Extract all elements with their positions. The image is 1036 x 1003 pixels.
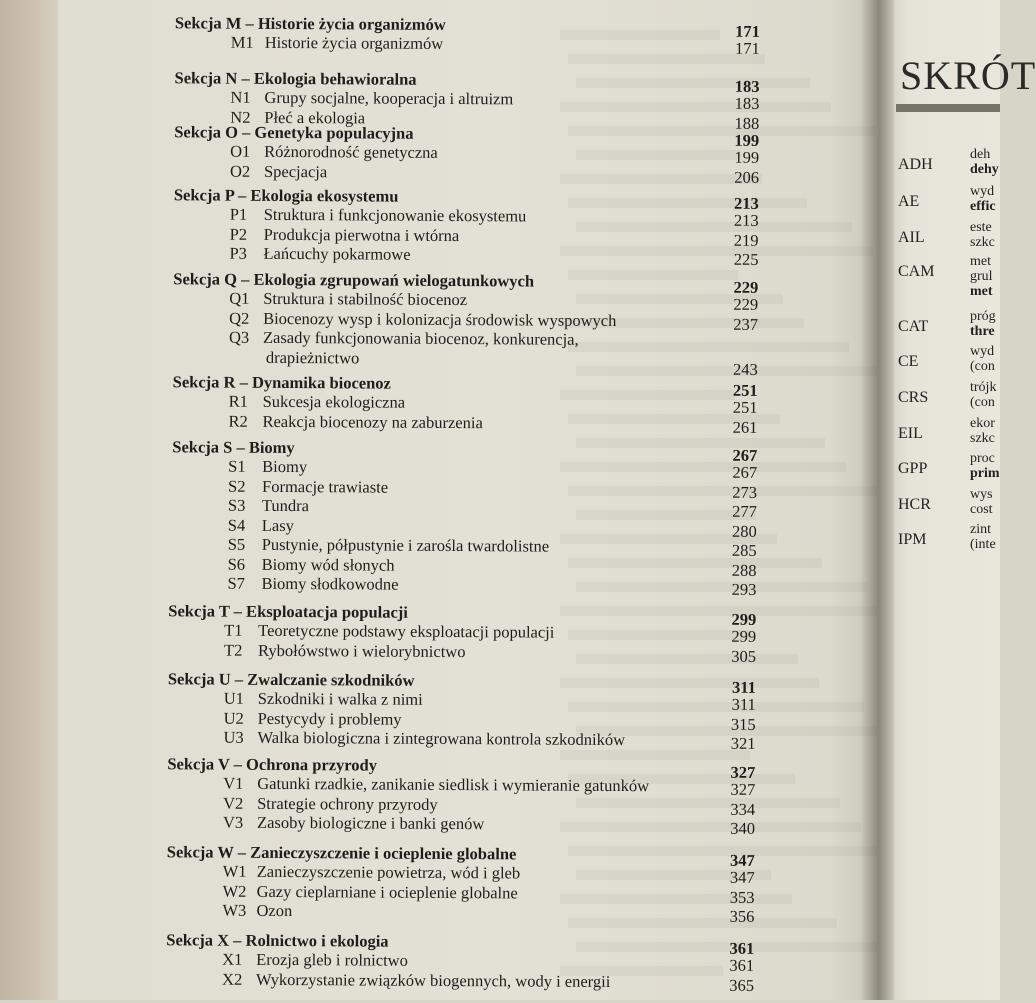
entry-page-number: 251: [732, 397, 758, 417]
abbreviation-description: este: [970, 220, 992, 235]
entry-page-number: 353: [729, 887, 755, 907]
section-page-number: 347: [729, 850, 755, 870]
entry-title: Tundra: [261, 495, 310, 516]
section-title: Sekcja Q – Ekologia zgrupowań wielogatunkowych: [173, 269, 535, 291]
entry-code: V3: [222, 812, 244, 832]
entry-title: Produkcja pierwotna i wtórna: [263, 224, 460, 245]
abbreviation-description: wys: [970, 487, 993, 502]
entry-title: Formacje trawiaste: [262, 476, 389, 497]
toc-entry-continuation: drapieżnictwo: [265, 347, 360, 367]
toc-entry: [224, 621, 554, 643]
entry-code: U3: [223, 727, 244, 747]
entry-page-number: 243: [732, 359, 758, 379]
toc-entry: [230, 161, 327, 182]
toc-entry: [228, 554, 395, 575]
toc-entry: [228, 515, 294, 535]
entry-code: T1: [224, 620, 243, 640]
entry-title: Lasy: [261, 515, 294, 535]
abbreviation-description: met: [970, 284, 993, 299]
section-title: Sekcja S – Biomy: [172, 437, 295, 458]
entry-page-number: 199: [734, 147, 760, 167]
abbreviation-description: szkc: [970, 235, 995, 250]
book-gutter: [860, 0, 894, 1000]
entry-page-number: 225: [733, 249, 759, 269]
entry-title: Płeć a ekologia: [264, 107, 366, 127]
toc-entry: [228, 411, 482, 433]
entry-code: W2: [222, 881, 247, 901]
entry-page-number: 277: [732, 501, 757, 521]
entry-code: Q3: [228, 327, 250, 347]
entry-title: Struktura i funkcjonowanie ekosystemu: [263, 204, 527, 226]
entry-title: Biomy wód słonych: [261, 554, 395, 575]
entry-title: Historie życia organizmów: [264, 32, 444, 53]
entry-page-number: 293: [731, 579, 757, 599]
entry-title: Zanieczyszczenie powietrza, wód i gleb: [256, 861, 521, 883]
entry-code: S4: [227, 515, 246, 535]
toc-entry: [224, 689, 423, 710]
section-page-number: 327: [730, 762, 756, 782]
section-title: Sekcja T – Eksploatacja populacji: [168, 601, 408, 622]
entry-page-number: 273: [732, 482, 758, 502]
section-title: Sekcja P – Ekologia ekosystemu: [173, 185, 399, 206]
section-title: Sekcja U – Zwalczanie szkodników: [167, 669, 415, 690]
section-page-number: 361: [729, 938, 755, 958]
entry-title: Grupy socjalne, kooperacja i altruizm: [264, 87, 514, 109]
entry-title: Zasoby biologiczne i banki genów: [256, 812, 485, 834]
entry-code: U2: [223, 708, 244, 728]
toc-entry: [229, 328, 579, 350]
section-page-number: 251: [732, 380, 758, 400]
entry-title: Struktura i stabilność biocenoz: [263, 288, 468, 310]
toc-entry: [223, 862, 521, 884]
toc-entry: [229, 244, 410, 265]
entry-code: P3: [229, 243, 247, 263]
entry-code: M1: [230, 32, 254, 52]
entry-page-number: 285: [731, 540, 757, 560]
toc-entry: [224, 640, 466, 661]
entry-title: Gazy cieplarniane i ocieplenie globalne: [256, 881, 518, 902]
toc-entry: [228, 476, 388, 497]
entry-code: T2: [224, 640, 243, 660]
entry-code: X2: [222, 969, 243, 989]
section-title: Sekcja X – Rolnictwo i ekologia: [166, 930, 389, 951]
toc-entry: [230, 88, 513, 110]
entry-page-number: 171: [734, 38, 760, 58]
section-page-number: 267: [732, 445, 758, 465]
entry-title: Pestycydy i problemy: [257, 708, 402, 729]
abbreviation: ADH: [898, 156, 933, 173]
entry-title: Gatunki rzadkie, zanikanie siedlisk i wymieranie gatunków: [257, 773, 650, 796]
entry-title: Łańcuchy pokarmowe: [263, 243, 411, 264]
toc-entry: [222, 969, 610, 991]
abbreviation-description: dehy: [970, 162, 999, 177]
entry-page-number: 365: [729, 975, 755, 995]
section-title: Sekcja M – Historie życia organizmów: [174, 13, 446, 34]
toc-entry: [223, 813, 484, 835]
section-page-number: 199: [734, 130, 760, 150]
entry-code: Q1: [229, 288, 250, 308]
entry-page-number: 315: [730, 714, 756, 734]
entry-title: Walka biologiczna i zintegrowana kontrola szkodników: [257, 727, 626, 750]
entry-page-number: 280: [732, 521, 757, 541]
abbreviation: CAM: [898, 263, 935, 280]
entry-code: S6: [227, 554, 246, 574]
toc-entry: [229, 289, 467, 310]
entry-title: Ozon: [256, 900, 293, 921]
entry-title: Biomy: [262, 456, 308, 477]
abbreviation: GPP: [898, 460, 928, 477]
toc-entry: [228, 457, 307, 477]
entry-title: Strategie ochrony przyrody: [257, 793, 438, 814]
abbreviation-description: wyd: [970, 184, 995, 199]
abbreviation-description: prim: [970, 466, 1000, 481]
entry-page-number: 213: [733, 210, 759, 230]
section-page-number: 183: [734, 76, 760, 96]
abbreviation-description: grul: [970, 269, 993, 284]
entry-page-number: 340: [730, 818, 756, 838]
abbreviation: AIL: [898, 229, 925, 246]
entry-page-number: 347: [729, 867, 755, 887]
entry-code: R2: [228, 411, 248, 431]
toc-entry: [223, 881, 518, 903]
entry-code: P2: [229, 224, 248, 244]
toc-entry: [222, 950, 408, 971]
entry-code: Q2: [229, 308, 250, 328]
abbreviation-description: zint: [970, 522, 991, 537]
entry-code: S2: [228, 476, 246, 496]
entry-title: Reakcja biocenozy na zaburzenia: [262, 411, 483, 432]
entry-page-number: 206: [734, 167, 760, 187]
abbreviation: CRS: [898, 389, 929, 406]
abbreviation-description: próg: [970, 309, 996, 324]
section-title: Sekcja R – Dynamika biocenoz: [172, 372, 391, 393]
toc-entry: [223, 793, 438, 814]
entry-page-number: 311: [731, 694, 756, 714]
abbreviation-description: cost: [970, 502, 993, 517]
toc-entry: [228, 496, 309, 516]
entry-page-number: 288: [731, 560, 757, 580]
section-page-number: 171: [735, 21, 760, 41]
abbreviation: HCR: [898, 496, 931, 513]
abbreviation-description: wyd: [970, 344, 995, 359]
entry-code: S7: [227, 573, 245, 593]
entry-code: W1: [222, 861, 247, 881]
toc-entry: [228, 535, 549, 557]
toc-entry: [229, 392, 406, 413]
entry-title: Wykorzystanie związków biogennych, wody i energii: [256, 969, 611, 991]
abbreviation-description: deh: [970, 147, 991, 162]
entry-page-number: 237: [733, 314, 759, 334]
section-page-number: 299: [731, 609, 757, 629]
toc-entry: [222, 901, 292, 921]
abbreviation-description: (inte: [970, 537, 996, 552]
entry-page-number: 261: [732, 417, 758, 437]
toc-entry: [230, 142, 438, 163]
entry-title: Różnorodność genetyczna: [264, 141, 438, 162]
abbreviation-description: szkc: [970, 431, 995, 446]
entry-code: W3: [222, 900, 247, 920]
abbreviations-title: SKRÓT: [900, 53, 1036, 98]
toc-entry: [230, 205, 527, 227]
entry-page-number: 305: [731, 646, 757, 666]
entry-title: Specjacja: [263, 161, 328, 181]
abbreviation-description: trójk: [970, 380, 997, 395]
toc-entry: [224, 708, 402, 729]
entry-title: Zasady funkcjonowania biocenoz, konkurencja,: [262, 327, 579, 349]
entry-page-number: 334: [730, 799, 756, 819]
abbreviation: AE: [898, 193, 920, 210]
toc-entry: [230, 224, 460, 245]
entry-code: N1: [230, 87, 251, 107]
toc-entry: [227, 574, 398, 595]
abbreviation-description: effic: [970, 199, 996, 214]
entry-page-number: 183: [734, 93, 760, 113]
entry-title: Szkodniki i walka z nimi: [257, 688, 423, 709]
abbreviation-description: proc: [970, 451, 995, 466]
entry-title: Teoretyczne podstawy eksploatacji populacji: [258, 620, 555, 642]
abbreviation-description: ekor: [970, 416, 995, 431]
entry-code: S3: [227, 495, 246, 515]
entry-page-number: 321: [730, 733, 756, 753]
section-title: Sekcja W – Zanieczyszczenie i ocieplenie globalne: [166, 842, 517, 864]
entry-code: R1: [228, 391, 248, 411]
abbreviation: EIL: [898, 425, 923, 442]
entry-code: S5: [227, 534, 246, 554]
entry-title: Rybołówstwo i wielorybnictwo: [258, 640, 466, 661]
section-title: Sekcja O – Genetyka populacyjna: [174, 122, 414, 143]
toc-entry: [223, 728, 625, 750]
entry-page-number: 327: [730, 779, 756, 799]
abbreviation: CAT: [898, 318, 929, 335]
section-page-number: 311: [731, 677, 756, 697]
abbreviation: IPM: [898, 531, 927, 548]
entry-code: V1: [223, 773, 244, 793]
entry-page-number: 356: [729, 906, 755, 926]
section-title: Sekcja V – Ochrona przyrody: [167, 754, 378, 775]
entry-title: Biomy słodkowodne: [261, 573, 399, 594]
abbreviation: CE: [898, 353, 919, 370]
entry-code: O1: [230, 141, 251, 161]
entry-code: P1: [229, 204, 248, 224]
entry-code: S1: [228, 456, 246, 476]
entry-title: Erozja gleb i rolnictwo: [256, 949, 408, 970]
entry-code: O2: [229, 161, 251, 181]
entry-code: X1: [222, 949, 243, 969]
entry-code: N2: [230, 107, 251, 127]
entry-code: V2: [223, 793, 244, 813]
entry-page-number: 219: [733, 230, 759, 250]
section-title: Sekcja N – Ekologia behawioralna: [174, 68, 417, 89]
entry-page-number: 267: [732, 462, 758, 482]
toc-entry: [231, 33, 444, 54]
entry-title: Biocenozy wysp i kolonizacja środowisk wyspowych: [263, 308, 617, 330]
entry-code: U1: [223, 688, 245, 708]
right-page: [878, 0, 1036, 1000]
entry-page-number: 229: [733, 294, 759, 314]
section-page-number: 229: [733, 277, 759, 297]
abbreviation-description: thre: [970, 324, 995, 339]
entry-title: Sukcesja ekologiczna: [262, 391, 406, 412]
entry-page-number: 361: [729, 955, 755, 975]
abbreviation-description: (con: [970, 395, 995, 410]
section-page-number: 213: [734, 193, 759, 213]
title-rule: [896, 104, 1000, 112]
entry-page-number: 299: [731, 626, 757, 646]
entry-title: Pustynie, półpustynie i zarośla twardolistne: [261, 534, 550, 556]
abbreviation-description: (con: [970, 359, 995, 374]
abbreviation-description: met: [970, 254, 991, 269]
entry-page-number: 188: [734, 113, 760, 133]
